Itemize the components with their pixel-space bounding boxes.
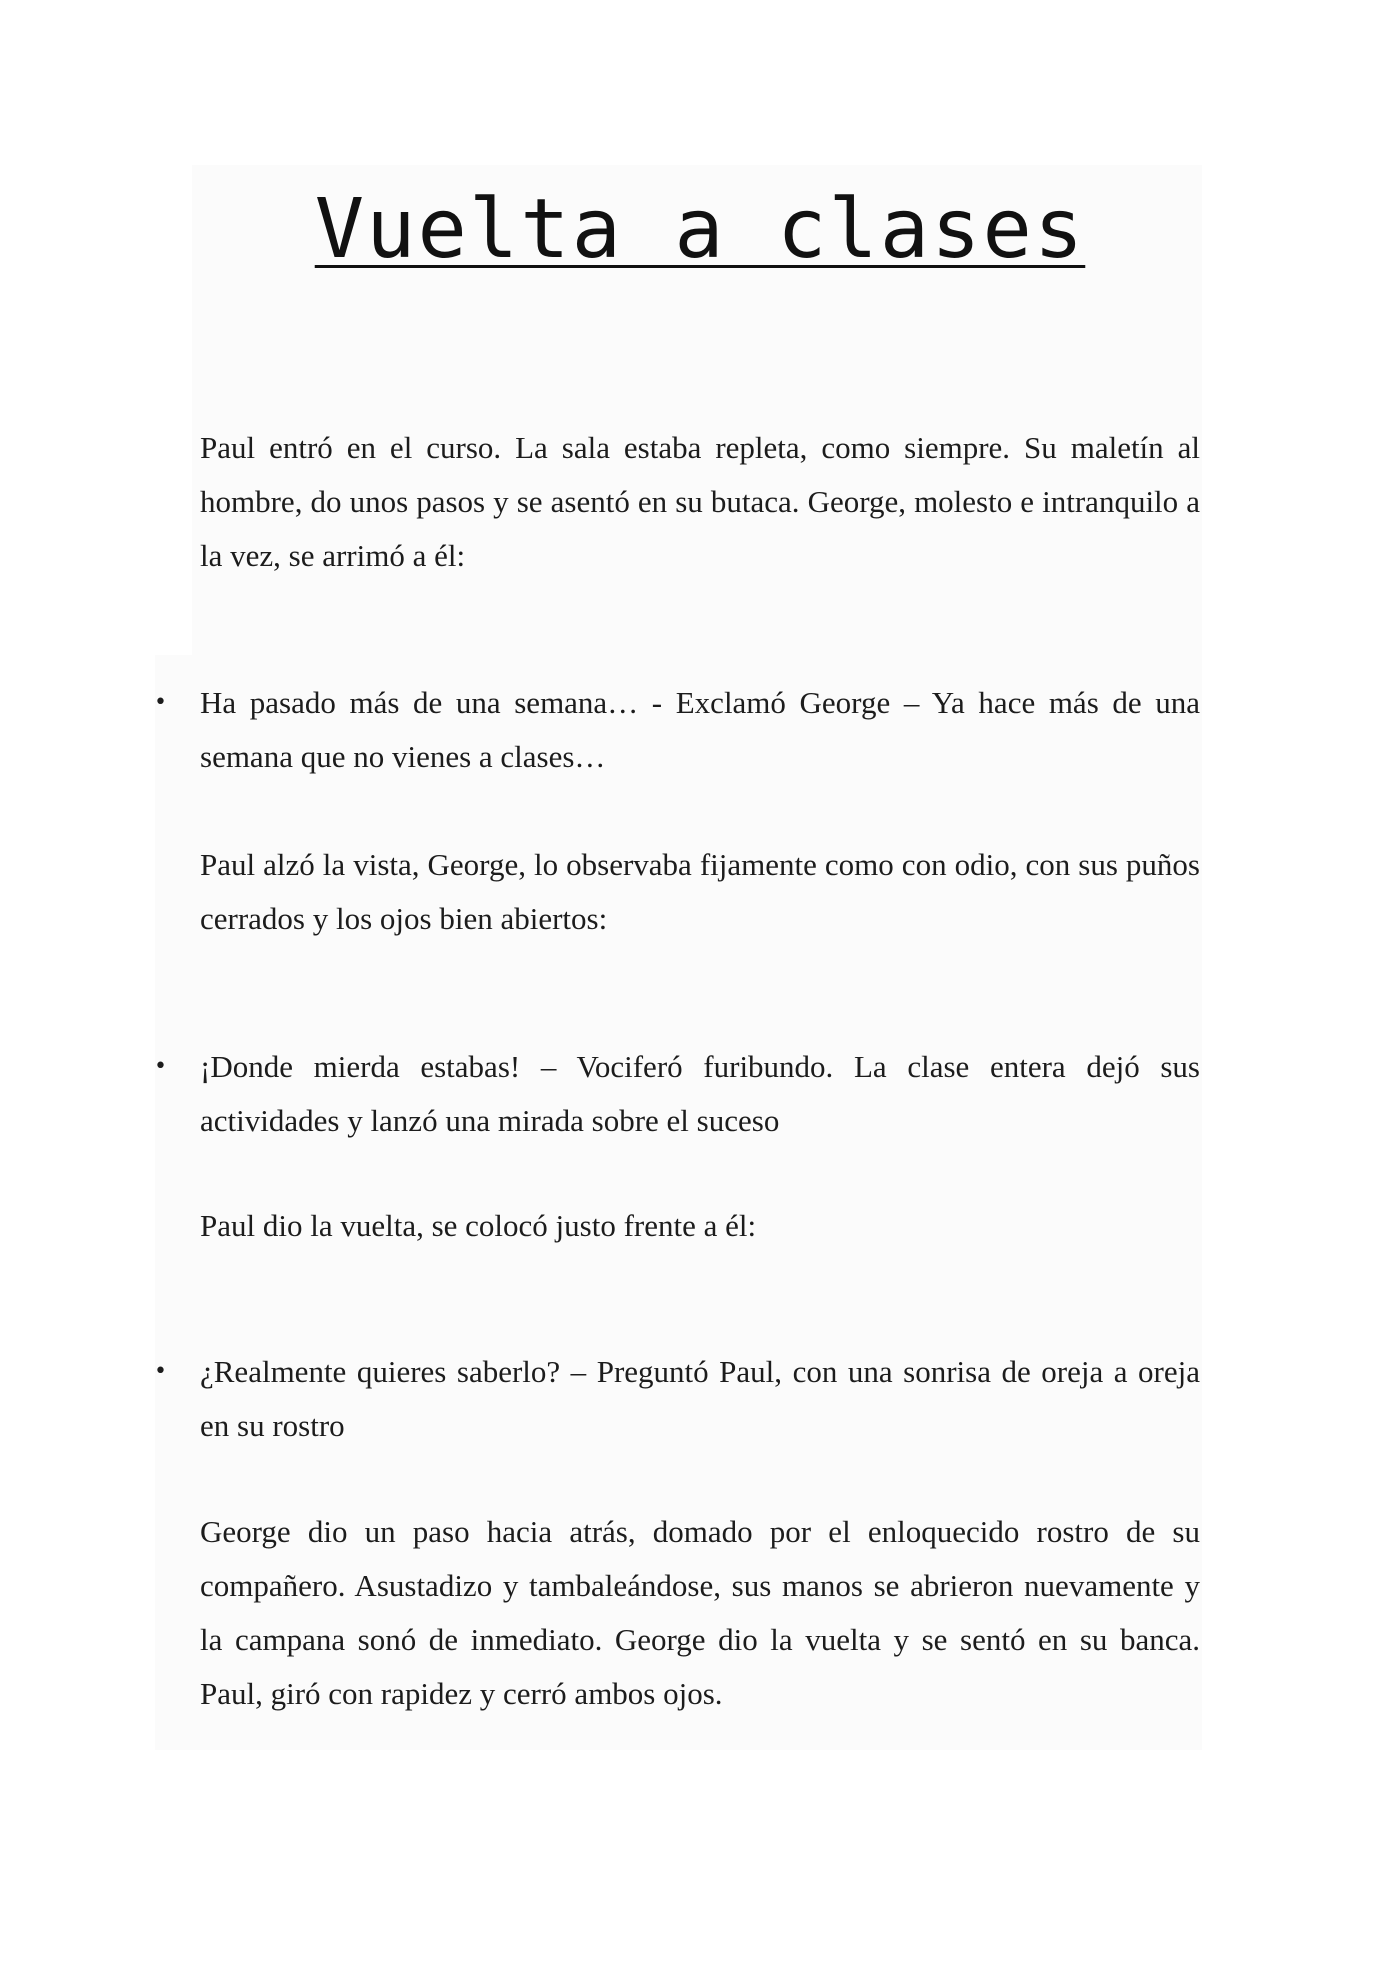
paragraph-3: Paul dio la vuelta, se colocó justo frente a él: <box>200 1208 757 1243</box>
paragraph-4: George dio un paso hacia atrás, domado por el enloquecido rostro de su compañero. Asustadizo y tambaleándose, sus manos se abrieron nuevamente y la campana sonó de inmediato. George dio la vuelta y se sentó en su banca. Paul, giró con rapidez y cerró ambos ojos. <box>200 1514 1200 1711</box>
bullet-1: • <box>154 690 167 715</box>
bullet-3: • <box>154 1359 167 1384</box>
dialogue-2: ¡Donde mierda estabas! – Vociferó furibundo. La clase entera dejó sus actividades y lanzó una mirada sobre el suceso <box>200 1049 1200 1138</box>
document-title <box>0 180 1400 280</box>
dialogue-1: Ha pasado más de una semana… - Exclamó George – Ya hace más de una semana que no vienes a clases… <box>200 685 1200 774</box>
paragraph-2: Paul alzó la vista, George, lo observaba fijamente como con odio, con sus puños cerrados y los ojos bien abiertos: <box>200 847 1200 936</box>
bullet-2: • <box>154 1054 167 1079</box>
dialogue-3: ¿Realmente quieres saberlo? – Preguntó Paul, con una sonrisa de oreja a oreja en su rostro <box>200 1354 1200 1443</box>
title-text: Vuelta a clases <box>314 182 1086 277</box>
paragraph-1: Paul entró en el curso. La sala estaba repleta, como siempre. Su maletín al hombre, do unos pasos y se asentó en su butaca. George, molesto e intranquilo a la vez, se arrimó a él: <box>200 430 1200 573</box>
